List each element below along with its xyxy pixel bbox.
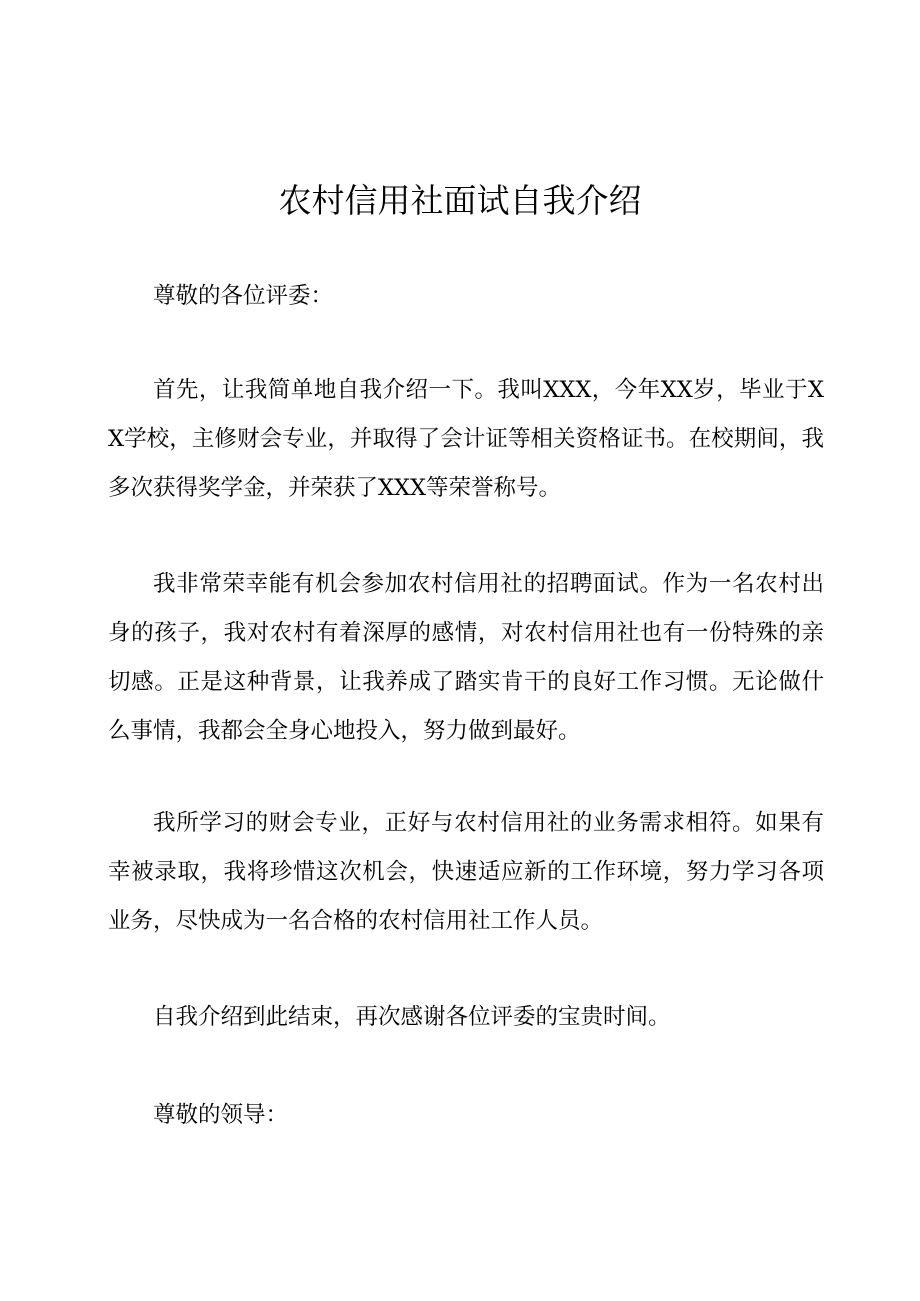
second-greeting-paragraph: 尊敬的领导： — [153, 1102, 289, 1128]
greeting-paragraph: 尊敬的各位评委： — [153, 283, 334, 309]
self-introduction-paragraph: 首先，让我简单地自我介绍一下。我叫XXX，今年XX岁，毕业于XX学校，主修财会专业，并取得了会计证等相关资格证书。在校期间，我多次获得奖学金，并荣获了XXX等荣誉称号。 — [108, 377, 824, 501]
motivation-paragraph: 我非常荣幸能有机会参加农村信用社的招聘面试。作为一名农村出身的孩子，我对农村有着深厚的感情，对农村信用社也有一份特殊的亲切感。正是这种背景，让我养成了踏实肯干的良好工作习惯。无论做什么事情，我都会全身心地投入，努力做到最好。 — [108, 571, 824, 744]
major-fit-paragraph: 我所学习的财会专业，正好与农村信用社的业务需求相符。如果有幸被录取，我将珍惜这次机会，快速适应新的工作环境，努力学习各项业务，尽快成为一名合格的农村信用社工作人员。 — [108, 810, 824, 934]
document-title: 农村信用社面试自我介绍 — [278, 181, 642, 220]
closing-paragraph: 自我介绍到此结束，再次感谢各位评委的宝贵时间。 — [153, 1004, 671, 1030]
